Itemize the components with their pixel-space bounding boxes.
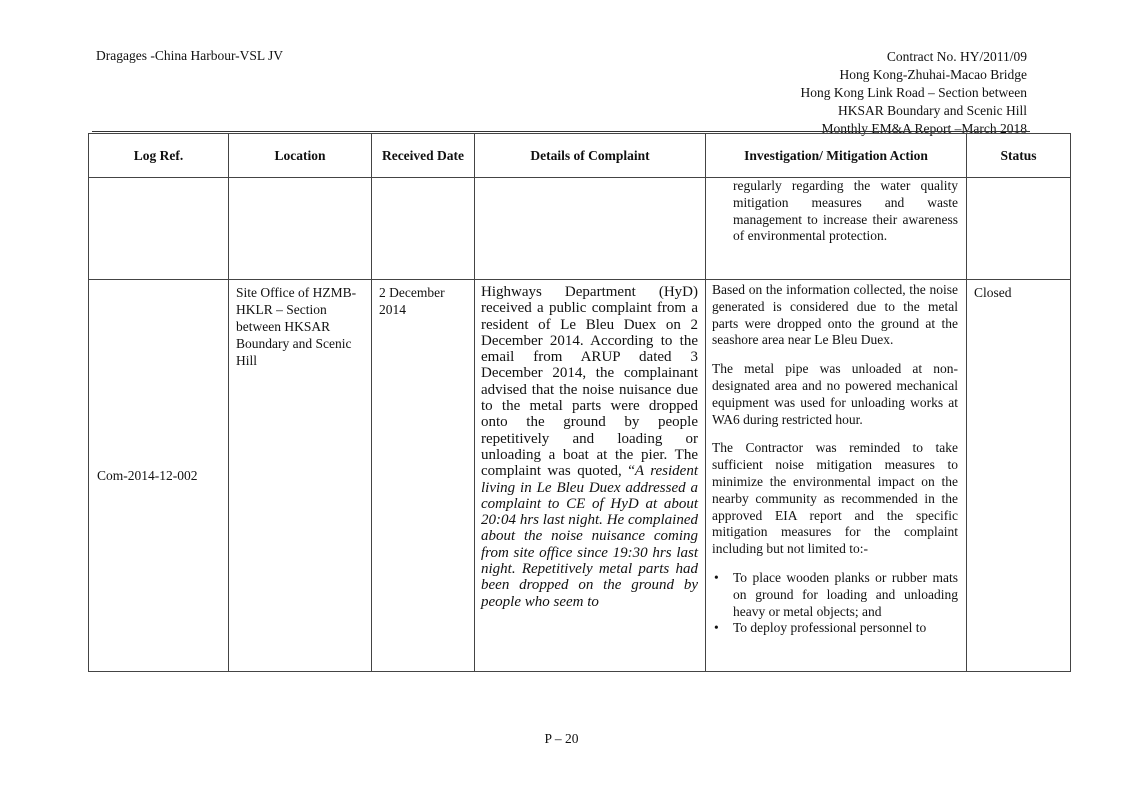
col-header-investigation: Investigation/ Mitigation Action [706,134,967,178]
investigation-paragraph: The metal pipe was unloaded at non-designated area and no powered mechanical equipment was used for unloading works at WA6 during restricted hour. [712,361,958,427]
header-contractor: Dragages -China Harbour-VSL JV [96,48,284,63]
page-number: P – 20 [544,731,579,746]
bullet-icon: • [714,569,719,585]
details-text: Highways Department (HyD) received a public complaint from a resident of Le Bleu Duex on 2 December 2014. According to the email from ARUP dated 3 December 2014, the complainant advised that the noise nuisance due to the metal parts were dropped onto the ground by people repetitively and loading or unloading a boat at the pier. The complaint was quoted, “ [481,284,698,480]
bullet-icon: • [714,620,719,636]
investigation-paragraph: Based on the information collected, the noise generated is considered due to the metal parts were dropped onto the ground at the seashore area near Le Bleu Duex. [712,282,958,348]
location-cell: Site Office of HZMB-HKLR – Section between HKSAR Boundary and Scenic Hill [236,285,357,368]
bullet-text: To deploy professional personnel to [733,620,927,636]
col-header-details: Details of Complaint [475,134,706,178]
header-section: Hong Kong Link Road – Section between [800,85,1027,100]
received-date-cell: 2 December 2014 [379,285,445,317]
header-report: Monthly EM&A Report –March 2018 [821,121,1027,136]
details-cell [475,280,705,610]
header-contract-no: Contract No. HY/2011/09 [886,49,1027,64]
investigation-continued-text: regularly regarding the water quality mitigation measures and waste management to increase their awareness of environmental protection. [733,178,958,244]
col-header-received-date: Received Date [372,134,475,178]
table-row [89,280,1071,672]
investigation-paragraph: The Contractor was reminded to take sufficient noise mitigation measures to minimize the environmental impact on the nearby community as recommended in the approved EIA report and the specific mitigation measures for the complaint including but not limited to:- [712,440,958,557]
header-contract-info [707,48,1027,138]
header-divider [92,131,1030,132]
table-row-continued [89,178,1071,280]
bullet-text: To place wooden planks or rubber mats on ground for loading and unloading heavy or metal objects; and [733,569,958,619]
log-ref-cell: Com-2014-12-002 [89,280,229,672]
header-boundary: HKSAR Boundary and Scenic Hill [838,103,1027,118]
details-quote: A resident living in Le Bleu Duex addressed a complaint to CE of HyD at about 20:04 hrs last night. He complained about the noise nuisance coming from site office since 19:30 hrs last night. Repetitively metal parts had been dropped on the ground by people who seem to [481,463,698,610]
col-header-status: Status [967,134,1071,178]
col-header-log-ref: Log Ref. [89,134,229,178]
table-header-row [89,134,1071,178]
col-header-location: Location [229,134,372,178]
header-project: Hong Kong-Zhuhai-Macao Bridge [839,67,1027,82]
investigation-cell [706,280,966,637]
status-cell: Closed [974,285,1012,300]
investigation-bullet [712,570,958,620]
investigation-bullet [712,620,958,637]
complaint-log-table [88,133,1071,672]
